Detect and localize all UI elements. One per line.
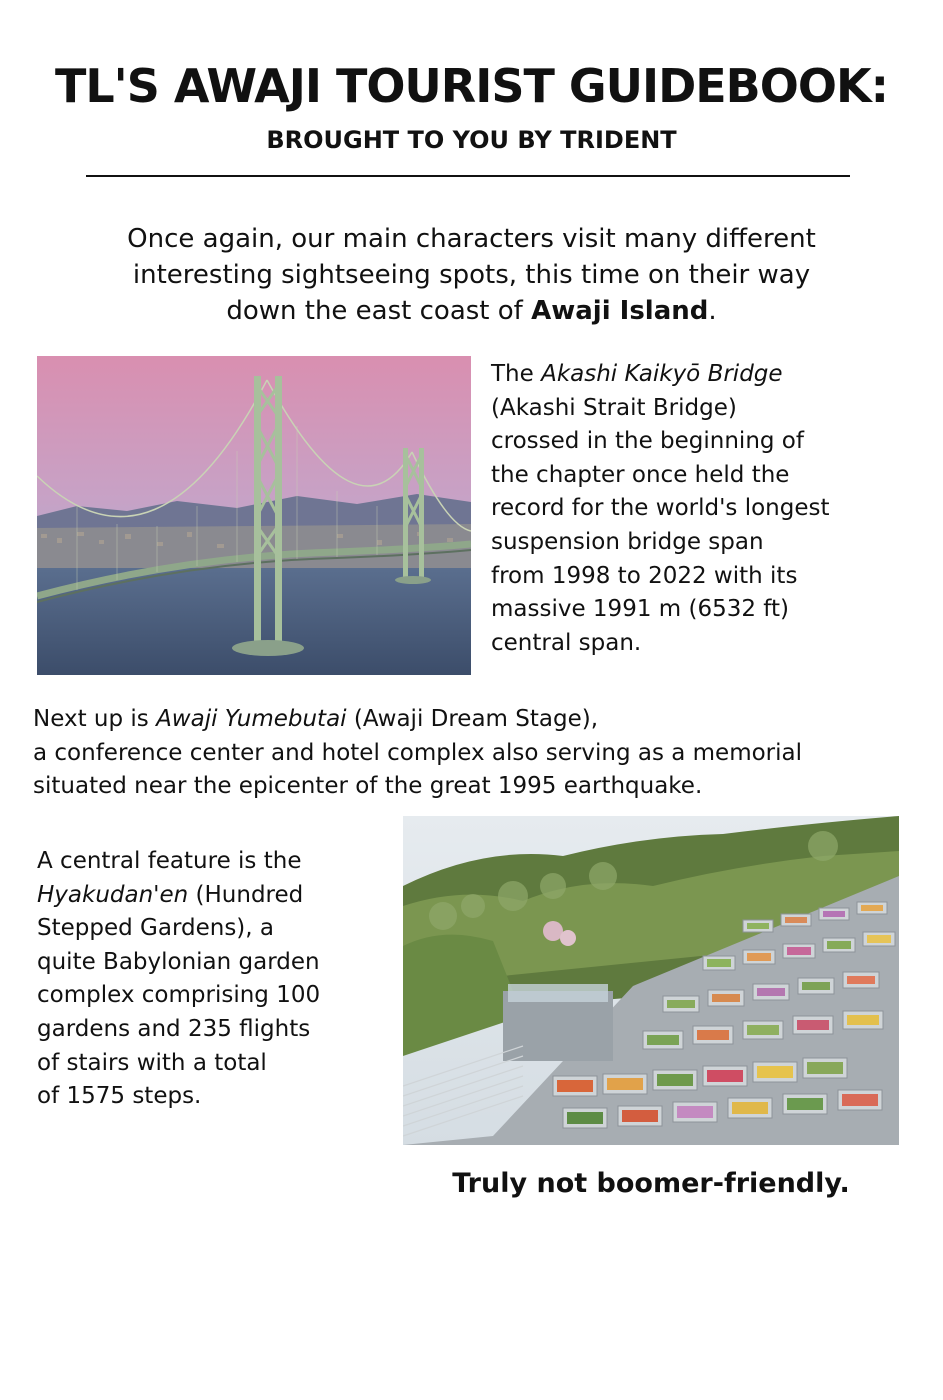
gardens-line: complex comprising 100 [37, 982, 321, 1009]
yumebutai-line [33, 703, 802, 737]
bridge-line: the chapter once held the [491, 461, 790, 488]
hyakudanen-name: Hyakudan'en [37, 881, 189, 908]
bridge-line: suspension bridge span [491, 528, 764, 555]
yumebutai-text: Next up is [33, 706, 157, 732]
awaji-island-name: Awaji Island [531, 296, 709, 326]
yumebutai-paragraph [33, 703, 802, 804]
gardens-caption: Truly not boomer-friendly. [452, 1168, 850, 1199]
bridge-line: massive 1991 m (6532 ft) [491, 596, 789, 623]
yumebutai-text: (Awaji Dream Stage), [346, 706, 599, 732]
page-title: TL'S AWAJI TOURIST GUIDEBOOK: [54, 59, 888, 113]
intro-line: interesting sightseeing spots, this time on their way [132, 260, 811, 290]
yumebutai-name: Awaji Yumebutai [156, 706, 347, 732]
intro-paragraph [40, 221, 903, 329]
gardens-paragraph [37, 845, 320, 1114]
bridge-line: (Akashi Strait Bridge) [491, 394, 737, 421]
gardens-line [37, 879, 320, 913]
bridge-line: from 1998 to 2022 with its [491, 562, 798, 589]
bridge-text: The [491, 361, 542, 387]
gardens-line: quite Babylonian garden [37, 948, 320, 975]
intro-text: . [708, 296, 717, 326]
bridge-line: record for the world's longest [491, 495, 830, 522]
header-divider [86, 175, 850, 177]
intro-line: Once again, our main characters visit many different [127, 224, 816, 254]
akashi-bridge-name: Akashi Kaikyō Bridge [541, 361, 783, 387]
bridge-paragraph [491, 358, 830, 660]
intro-text: down the east coast of [226, 296, 532, 326]
bridge-line: crossed in the beginning of [491, 428, 804, 455]
page-subtitle: BROUGHT TO YOU BY TRIDENT [266, 126, 677, 154]
gardens-line: Stepped Gardens), a [37, 915, 274, 942]
bridge-line [491, 358, 830, 392]
gardens-line: of 1575 steps. [37, 1083, 202, 1110]
intro-line [40, 293, 903, 329]
gardens-line: gardens and 235 flights [37, 1015, 311, 1042]
gardens-line: A central feature is the [37, 848, 302, 874]
gardens-line: of stairs with a total [37, 1049, 267, 1076]
yumebutai-line: situated near the epicenter of the great 1995 earthquake. [33, 773, 703, 800]
bridge-line: central span. [491, 629, 642, 656]
gardens-text: (Hundred [188, 881, 304, 908]
stepped-gardens-photo [403, 816, 899, 1145]
akashi-bridge-photo [37, 356, 471, 675]
yumebutai-line: a conference center and hotel complex also serving as a memorial [33, 739, 803, 766]
